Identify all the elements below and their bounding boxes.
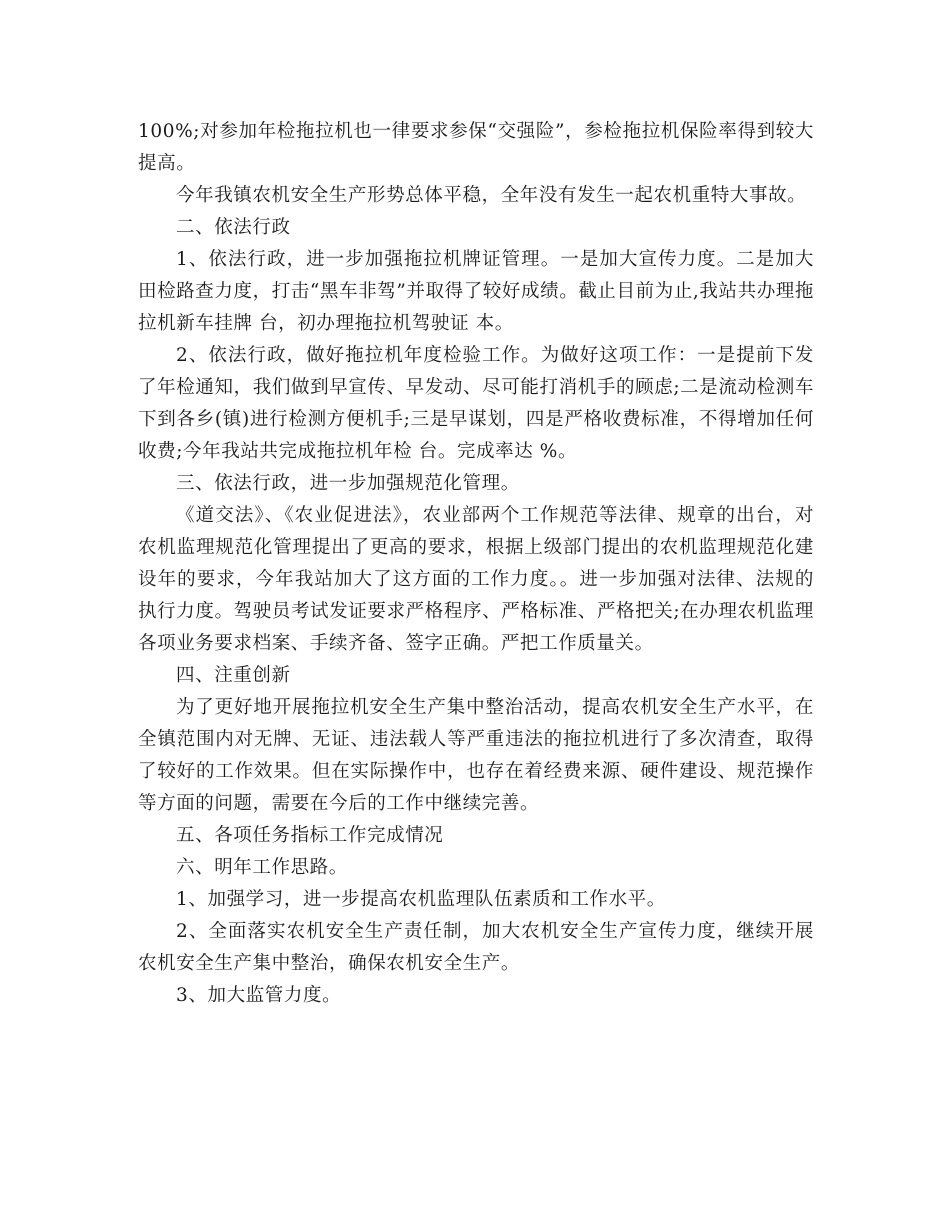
paragraph: 为了更好地开展拖拉机安全生产集中整治活动，提高农机安全生产水平，在全镇范围内对无牌、无证、违法载人等严重违法的拖拉机进行了多次清查，取得了较好的工作效果。但在实际操作中，也存在着经费来源、硬件建设、规范操作等方面的问题，需要在今后的工作中继续完善。 bbox=[138, 697, 814, 814]
paragraph: 今年我镇农机安全生产形势总体平稳，全年没有发生一起农机重特大事故。 bbox=[176, 185, 807, 206]
section-heading: 二、依法行政 bbox=[176, 217, 291, 238]
list-item: 1、加强学习，进一步提高农机监理队伍素质和工作水平。 bbox=[176, 889, 666, 910]
section-heading: 六、明年工作思路。 bbox=[176, 857, 348, 878]
paragraph: 2、依法行政，做好拖拉机年度检验工作。为做好这项工作：一是提前下发了年检通知，我们做到早宣传、早发动、尽可能打消机手的顾虑;二是流动检测车下到各乡(镇)进行检测方便机手;三是早谋划，四是严格收费标准，不得增加任何收费;今年我站共完成拖拉机年检 台。完成率达 %。 bbox=[138, 345, 814, 462]
section-heading: 三、依法行政，进一步加强规范化管理。 bbox=[176, 473, 520, 494]
paragraph: 100%;对参加年检拖拉机也一律要求参保“交强险”，参检拖拉机保险率得到较大提高。 bbox=[138, 121, 814, 174]
paragraph: 1、依法行政，进一步加强拖拉机牌证管理。一是加大宣传力度。二是加大田检路查力度，打击“黑车非驾”并取得了较好成绩。截止目前为止,我站共办理拖拉机新车挂牌 台，初办理拖拉机驾驶证 本。 bbox=[138, 249, 814, 334]
section-heading: 四、注重创新 bbox=[176, 665, 291, 686]
list-item: 3、加大监管力度。 bbox=[176, 985, 342, 1006]
paragraph: 《道交法》、《农业促进法》，农业部两个工作规范等法律、规章的出台，对农机监理规范化管理提出了更高的要求，根据上级部门提出的农机监理规范化建设年的要求，今年我站加大了这方面的工作力度。。进一步加强对法律、法规的执行力度。驾驶员考试发证要求严格程序、严格标准、严格把关;在办理农机监理各项业务要求档案、手续齐备、签字正确。严把工作质量关。 bbox=[138, 505, 814, 654]
section-heading: 五、各项任务指标工作完成情况 bbox=[176, 825, 444, 846]
list-item: 2、全面落实农机安全生产责任制，加大农机安全生产宣传力度，继续开展农机安全生产集中整治，确保农机安全生产。 bbox=[138, 921, 814, 974]
document-body bbox=[138, 116, 814, 1012]
